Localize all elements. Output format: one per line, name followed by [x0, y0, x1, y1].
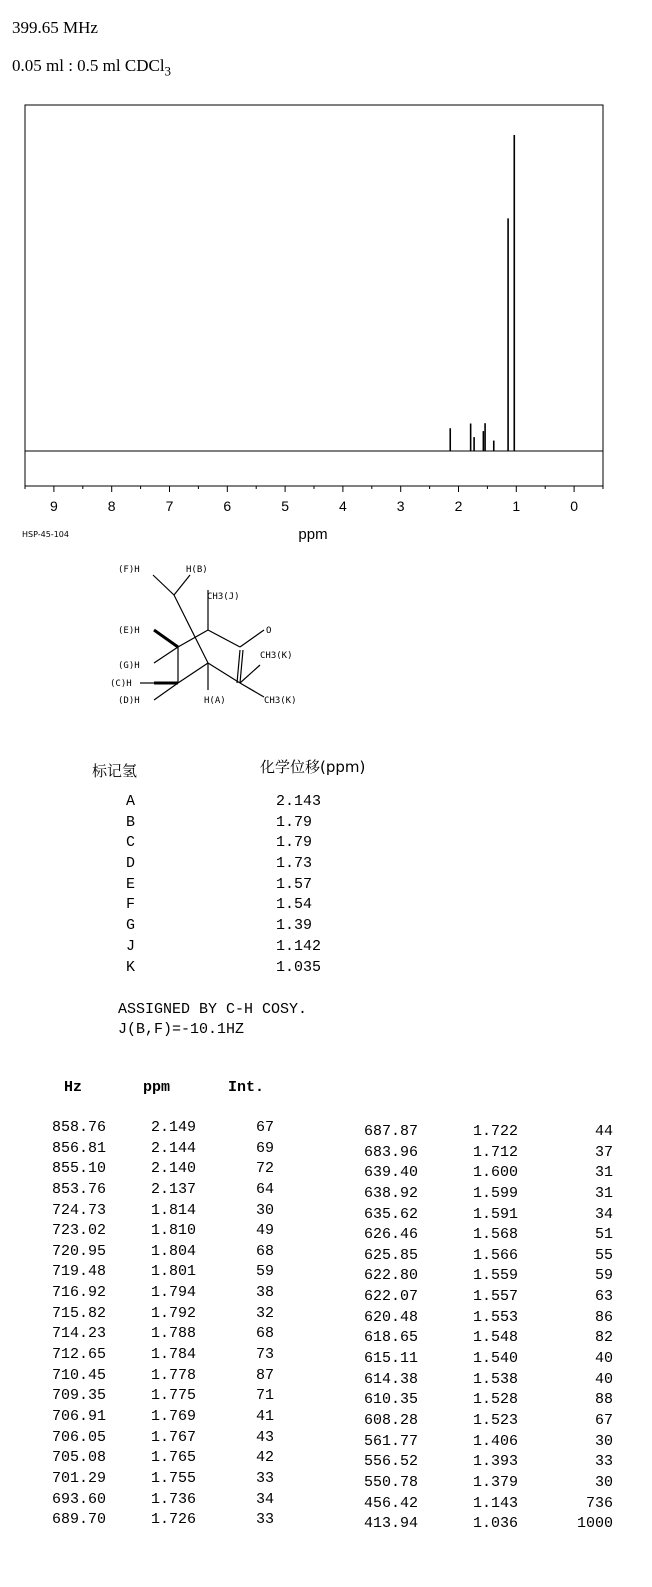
peak-intensity: 30 [594, 1432, 613, 1450]
peak-hz: 719.48 [51, 1263, 106, 1281]
peak-intensity: 72 [255, 1160, 274, 1178]
peak-ppm: 1.393 [472, 1453, 518, 1471]
peak-ppm: 1.591 [472, 1205, 518, 1223]
peak-row [40, 1510, 274, 1531]
label-d: (D)H [118, 696, 140, 706]
peak-intensity: 41 [255, 1407, 274, 1425]
peak-hz: 709.35 [51, 1387, 106, 1405]
peak-ppm: 1.566 [472, 1246, 518, 1264]
chemical-shift: 1.79 [276, 813, 313, 831]
note-cosy: ASSIGNED BY C-H COSY. [118, 1001, 308, 1018]
peak-row [363, 1246, 613, 1267]
peak-intensity: 64 [255, 1180, 274, 1198]
x-tick-label: 8 [107, 498, 116, 514]
peak-intensity: 59 [594, 1267, 613, 1285]
x-axis-label: ppm [298, 526, 328, 543]
chemical-shift: 1.73 [276, 855, 313, 873]
peak-list-left [40, 1118, 274, 1531]
hydrogen-label: D [126, 855, 136, 873]
peak-hz: 858.76 [51, 1119, 106, 1136]
int-header: Int. [228, 1079, 265, 1096]
peak-intensity: 69 [255, 1139, 274, 1157]
x-tick-label: 7 [165, 498, 174, 514]
peak-hz: 620.48 [363, 1308, 418, 1326]
x-tick-label: 2 [454, 498, 463, 514]
peak-row [40, 1386, 274, 1407]
peak-hz: 618.65 [363, 1329, 418, 1347]
assignment-row [118, 895, 321, 916]
peak-row [40, 1139, 274, 1160]
label-header: 标记氢 [92, 762, 138, 780]
spectrum-peaks [450, 135, 514, 451]
peak-intensity: 59 [255, 1263, 274, 1281]
peak-intensity: 38 [255, 1284, 274, 1302]
peak-row [363, 1370, 613, 1391]
peak-row [40, 1304, 274, 1325]
peak-intensity: 44 [594, 1123, 613, 1140]
peak-row [363, 1143, 613, 1164]
peak-hz: 856.81 [51, 1139, 106, 1157]
peak-ppm: 1.523 [472, 1411, 518, 1429]
peak-hz: 622.07 [363, 1288, 418, 1306]
peak-row [40, 1345, 274, 1366]
assignment-row [118, 792, 321, 813]
peak-hz: 689.70 [51, 1511, 106, 1529]
peak-intensity: 31 [594, 1164, 613, 1182]
peak-ppm: 1.557 [472, 1288, 518, 1306]
hydrogen-label: E [126, 875, 136, 893]
chemical-shift: 1.79 [276, 834, 313, 852]
peak-ppm: 1.755 [150, 1469, 196, 1487]
peak-row [363, 1390, 613, 1411]
peak-hz: 615.11 [363, 1350, 418, 1368]
peak-row [40, 1201, 274, 1222]
plot-frame [25, 105, 603, 486]
peak-hz: 614.38 [363, 1370, 418, 1388]
peak-ppm: 1.553 [472, 1308, 518, 1326]
x-tick-label: 1 [512, 498, 521, 514]
peak-hz: 853.76 [51, 1180, 106, 1198]
peak-intensity: 82 [594, 1329, 613, 1347]
peak-intensity: 86 [594, 1308, 613, 1326]
ppm-header: ppm [143, 1079, 171, 1096]
assignment-table [118, 792, 321, 978]
peak-hz: 550.78 [363, 1473, 418, 1491]
label-o: O [266, 626, 272, 636]
peak-hz: 561.77 [363, 1432, 418, 1450]
assignment-row [118, 833, 321, 854]
peak-ppm: 1.778 [150, 1366, 196, 1384]
peak-intensity: 73 [255, 1346, 274, 1364]
peak-hz: 608.28 [363, 1411, 418, 1429]
peak-ppm: 1.540 [472, 1350, 518, 1368]
peak-row [40, 1242, 274, 1263]
peak-row [363, 1163, 613, 1184]
peak-intensity: 33 [255, 1469, 274, 1487]
peak-ppm: 1.767 [150, 1428, 196, 1446]
peak-hz: 638.92 [363, 1184, 418, 1202]
label-g: (G)H [118, 661, 140, 671]
peak-row [363, 1287, 613, 1308]
label-a: H(A) [204, 696, 226, 706]
peak-row [363, 1452, 613, 1473]
peak-hz: 714.23 [51, 1325, 106, 1343]
peak-hz: 687.87 [363, 1123, 418, 1140]
peak-hz: 693.60 [51, 1490, 106, 1508]
molecule-structure [100, 555, 330, 715]
spectrometer-frequency: 399.65 MHz [12, 18, 98, 37]
assignment-row [118, 916, 321, 937]
x-axis-ticks [25, 486, 603, 514]
label-c: (C)H [110, 679, 132, 689]
hydrogen-label: G [126, 917, 136, 935]
peak-hz: 720.95 [51, 1242, 106, 1260]
peak-intensity: 30 [255, 1201, 274, 1219]
peak-ppm: 1.528 [472, 1391, 518, 1409]
peak-hz: 456.42 [363, 1494, 418, 1512]
peak-ppm: 2.144 [150, 1139, 196, 1157]
label-f: (F)H [118, 565, 140, 575]
peak-hz: 706.05 [51, 1428, 106, 1446]
peak-row [363, 1411, 613, 1432]
peak-row [40, 1283, 274, 1304]
peak-row [363, 1432, 613, 1453]
peak-ppm: 1.379 [472, 1473, 518, 1491]
peak-hz: 701.29 [51, 1469, 106, 1487]
label-k1: CH3(K) [260, 651, 293, 661]
peak-hz: 712.65 [51, 1346, 106, 1364]
chemical-shift: 2.143 [276, 793, 322, 810]
peak-row [40, 1324, 274, 1345]
chemical-shift: 1.39 [276, 917, 313, 935]
peak-row [40, 1469, 274, 1490]
peak-hz: 716.92 [51, 1284, 106, 1302]
peak-intensity: 34 [255, 1490, 274, 1508]
peak-hz: 639.40 [363, 1164, 418, 1182]
peak-row [40, 1448, 274, 1469]
label-e: (E)H [118, 626, 140, 636]
solvent-subscript: 3 [164, 63, 172, 79]
peak-row [40, 1490, 274, 1511]
peak-ppm: 1.814 [150, 1201, 196, 1219]
x-tick-label: 6 [223, 498, 232, 514]
peak-row [40, 1262, 274, 1283]
chemical-shift: 1.035 [276, 958, 322, 976]
peak-hz: 622.80 [363, 1267, 418, 1285]
peak-intensity: 71 [255, 1387, 274, 1405]
assignment-notes [118, 1000, 307, 1040]
peak-row [363, 1349, 613, 1370]
peak-intensity: 33 [255, 1511, 274, 1529]
peak-intensity: 55 [594, 1246, 613, 1264]
peak-ppm: 1.722 [472, 1123, 518, 1140]
peak-intensity: 51 [594, 1226, 613, 1244]
peak-ppm: 1.548 [472, 1329, 518, 1347]
peak-ppm: 1.769 [150, 1407, 196, 1425]
peak-intensity: 68 [255, 1325, 274, 1343]
hydrogen-label: K [126, 958, 136, 976]
hydrogen-label: B [126, 813, 136, 831]
hydrogen-label: A [126, 793, 136, 810]
peak-row [40, 1428, 274, 1449]
assignment-row [118, 937, 321, 958]
peak-hz: 723.02 [51, 1222, 106, 1240]
x-tick-label: 0 [570, 498, 578, 514]
x-tick-label: 4 [339, 498, 347, 514]
x-tick-label: 3 [396, 498, 405, 514]
peak-ppm: 1.712 [472, 1143, 518, 1161]
peak-ppm: 1.810 [150, 1222, 196, 1240]
peak-hz: 715.82 [51, 1304, 106, 1322]
peak-ppm: 1.788 [150, 1325, 196, 1343]
assignment-row [118, 854, 321, 875]
assignment-row [118, 813, 321, 834]
peak-intensity: 40 [594, 1350, 613, 1368]
peak-ppm: 1.804 [150, 1242, 196, 1260]
peak-intensity: 30 [594, 1473, 613, 1491]
peak-intensity: 736 [585, 1494, 613, 1512]
peak-ppm: 1.792 [150, 1304, 196, 1322]
hydrogen-label: F [126, 896, 136, 914]
peak-ppm: 1.784 [150, 1346, 196, 1364]
x-tick-label: 5 [281, 498, 289, 514]
peak-intensity: 68 [255, 1242, 274, 1260]
peak-hz: 683.96 [363, 1143, 418, 1161]
peak-intensity: 67 [594, 1411, 613, 1429]
peak-ppm: 2.149 [150, 1119, 196, 1136]
peak-row [363, 1328, 613, 1349]
nmr-spectrum-chart [0, 0, 652, 560]
peak-hz: 706.91 [51, 1407, 106, 1425]
peak-ppm: 1.538 [472, 1370, 518, 1388]
peak-ppm: 1.726 [150, 1511, 196, 1529]
peak-row [363, 1205, 613, 1226]
chemical-shift: 1.57 [276, 875, 313, 893]
peak-row [40, 1159, 274, 1180]
shift-header: 化学位移(ppm) [260, 758, 366, 776]
peak-hz: 635.62 [363, 1205, 418, 1223]
peak-ppm: 1.036 [472, 1515, 518, 1533]
peak-row [363, 1308, 613, 1329]
peak-hz: 855.10 [51, 1160, 106, 1178]
peak-ppm: 1.775 [150, 1387, 196, 1405]
peak-hz: 610.35 [363, 1391, 418, 1409]
peak-ppm: 1.600 [472, 1164, 518, 1182]
peak-intensity: 31 [594, 1184, 613, 1202]
peak-row [363, 1494, 613, 1515]
x-tick-label: 9 [50, 498, 58, 514]
peak-hz: 625.85 [363, 1246, 418, 1264]
peak-row [40, 1221, 274, 1242]
peak-intensity: 42 [255, 1449, 274, 1467]
hz-header: Hz [64, 1079, 83, 1096]
peak-row [363, 1514, 613, 1535]
peak-intensity: 63 [594, 1288, 613, 1306]
peak-row [40, 1180, 274, 1201]
peak-row [363, 1266, 613, 1287]
peak-hz: 556.52 [363, 1453, 418, 1471]
peak-ppm: 1.801 [150, 1263, 196, 1281]
peak-row [363, 1122, 613, 1143]
peak-row [363, 1473, 613, 1494]
note-coupling: J(B,F)=-10.1HZ [118, 1021, 245, 1038]
peak-intensity: 87 [255, 1366, 274, 1384]
peak-hz: 413.94 [363, 1515, 418, 1533]
label-j: CH3(J) [207, 592, 240, 602]
assignment-row [118, 958, 321, 979]
hydrogen-label: J [126, 937, 136, 955]
peak-row [363, 1225, 613, 1246]
peak-intensity: 32 [255, 1304, 274, 1322]
hydrogen-label: C [126, 834, 136, 852]
peak-row [40, 1366, 274, 1387]
peak-intensity: 34 [594, 1205, 613, 1223]
peak-intensity: 67 [255, 1119, 274, 1136]
peak-intensity: 1000 [576, 1515, 613, 1533]
peak-list-right [363, 1122, 613, 1535]
peak-ppm: 1.406 [472, 1432, 518, 1450]
peak-intensity: 37 [594, 1143, 613, 1161]
label-k2: CH3(K) [264, 696, 297, 706]
peak-ppm: 1.559 [472, 1267, 518, 1285]
peak-row [363, 1184, 613, 1205]
peak-ppm: 1.599 [472, 1184, 518, 1202]
label-b: H(B) [186, 565, 208, 575]
assignment-row [118, 875, 321, 896]
sample-code: HSP-45-104 [22, 530, 69, 539]
solvent-text: 0.05 ml : 0.5 ml CDCl [12, 56, 165, 75]
peak-hz: 710.45 [51, 1366, 106, 1384]
peak-ppm: 1.736 [150, 1490, 196, 1508]
peak-row [40, 1118, 274, 1139]
chemical-shift: 1.54 [276, 896, 313, 914]
peak-intensity: 43 [255, 1428, 274, 1446]
peak-ppm: 1.568 [472, 1226, 518, 1244]
peak-ppm: 2.140 [150, 1160, 196, 1178]
peak-ppm: 1.143 [472, 1494, 518, 1512]
peak-ppm: 1.794 [150, 1284, 196, 1302]
peak-row [40, 1407, 274, 1428]
peak-ppm: 2.137 [150, 1180, 196, 1198]
peak-intensity: 88 [594, 1391, 613, 1409]
peak-hz: 705.08 [51, 1449, 106, 1467]
peak-hz: 626.46 [363, 1226, 418, 1244]
peak-hz: 724.73 [51, 1201, 106, 1219]
peak-ppm: 1.765 [150, 1449, 196, 1467]
peak-intensity: 33 [594, 1453, 613, 1471]
peak-intensity: 49 [255, 1222, 274, 1240]
chemical-shift: 1.142 [276, 937, 322, 955]
peak-intensity: 40 [594, 1370, 613, 1388]
